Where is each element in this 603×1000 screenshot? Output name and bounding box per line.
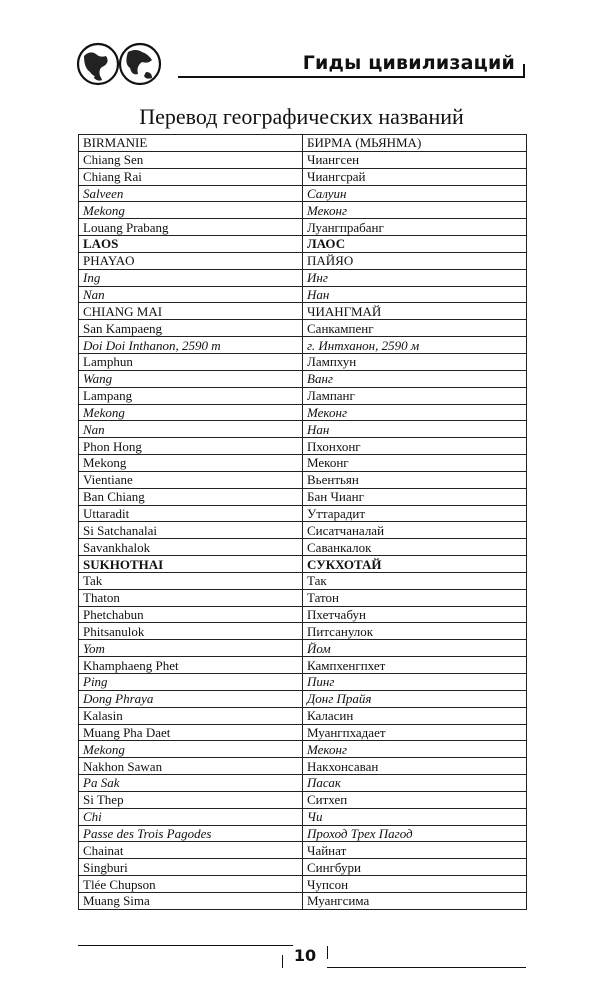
table-row	[79, 370, 527, 387]
table-row	[79, 404, 527, 421]
french-name-cell: Wang	[79, 370, 303, 387]
table-row	[79, 471, 527, 488]
french-name-cell: Nakhon Sawan	[79, 758, 303, 775]
french-name-cell: Lamphun	[79, 353, 303, 370]
french-name-cell: Pa Sak	[79, 775, 303, 792]
table-row	[79, 337, 527, 354]
russian-name-cell: г. Интханон, 2590 м	[303, 337, 527, 354]
russian-name-cell: Нан	[303, 286, 527, 303]
french-name-cell: LAOS	[79, 236, 303, 253]
table-row	[79, 455, 527, 472]
table-row	[79, 876, 527, 893]
french-name-cell: Passe des Trois Pagodes	[79, 825, 303, 842]
russian-name-cell: Санкампенг	[303, 320, 527, 337]
french-name-cell: Kalasin	[79, 707, 303, 724]
russian-name-cell: ЧИАНГМАЙ	[303, 303, 527, 320]
french-name-cell: Khamphaeng Phet	[79, 657, 303, 674]
table-row	[79, 758, 527, 775]
page-number: 10	[293, 946, 317, 965]
russian-name-cell: Уттарадит	[303, 505, 527, 522]
russian-name-cell: Пхонхонг	[303, 438, 527, 455]
french-name-cell: Nan	[79, 421, 303, 438]
french-name-cell: Uttaradit	[79, 505, 303, 522]
table-row	[79, 623, 527, 640]
french-name-cell: Vientiane	[79, 471, 303, 488]
table-row	[79, 286, 527, 303]
russian-name-cell: Донг Прайя	[303, 690, 527, 707]
french-name-cell: Lampang	[79, 387, 303, 404]
russian-name-cell: Лампанг	[303, 387, 527, 404]
table-row	[79, 657, 527, 674]
russian-name-cell: Меконг	[303, 202, 527, 219]
series-title: Гиды цивилизаций	[302, 52, 515, 74]
footer-rule-right	[327, 967, 526, 968]
russian-name-cell: Вьентьян	[303, 471, 527, 488]
russian-name-cell: Чиангсен	[303, 151, 527, 168]
table-row	[79, 168, 527, 185]
header-rule	[178, 76, 525, 78]
table-row	[79, 825, 527, 842]
russian-name-cell: Чайнат	[303, 842, 527, 859]
header-rule-tick	[523, 64, 525, 78]
french-name-cell: Dong Phraya	[79, 690, 303, 707]
russian-name-cell: СУКХОТАЙ	[303, 556, 527, 573]
russian-name-cell: Муангпхадает	[303, 724, 527, 741]
russian-name-cell: ПАЙЯО	[303, 252, 527, 269]
table-row	[79, 387, 527, 404]
russian-name-cell: Салуин	[303, 185, 527, 202]
table-row	[79, 269, 527, 286]
russian-name-cell: Муангсима	[303, 892, 527, 909]
place-names-table-body	[79, 135, 527, 910]
table-row	[79, 589, 527, 606]
table-row	[79, 640, 527, 657]
french-name-cell: Singburi	[79, 859, 303, 876]
russian-name-cell: Накхонсаван	[303, 758, 527, 775]
french-name-cell: Chiang Sen	[79, 151, 303, 168]
french-name-cell: Phon Hong	[79, 438, 303, 455]
table-row	[79, 892, 527, 909]
russian-name-cell: Каласин	[303, 707, 527, 724]
table-row	[79, 219, 527, 236]
table-row	[79, 488, 527, 505]
russian-name-cell: Питсанулок	[303, 623, 527, 640]
russian-name-cell: Луангпрабанг	[303, 219, 527, 236]
table-row	[79, 556, 527, 573]
russian-name-cell: ЛАОС	[303, 236, 527, 253]
footer-tick-right	[327, 946, 328, 959]
french-name-cell: Nan	[79, 286, 303, 303]
french-name-cell: Mekong	[79, 404, 303, 421]
table-row	[79, 859, 527, 876]
french-name-cell: Tak	[79, 572, 303, 589]
page-title: Перевод географических названий	[139, 104, 464, 129]
french-name-cell: Chainat	[79, 842, 303, 859]
table-row	[79, 674, 527, 691]
russian-name-cell: Сисатчаналай	[303, 522, 527, 539]
french-name-cell: Ing	[79, 269, 303, 286]
russian-name-cell: Пинг	[303, 674, 527, 691]
russian-name-cell: Татон	[303, 589, 527, 606]
french-name-cell: Chi	[79, 808, 303, 825]
russian-name-cell: Бан Чианг	[303, 488, 527, 505]
russian-name-cell: БИРМА (МЬЯНМА)	[303, 135, 527, 152]
french-name-cell: Si Satchanalai	[79, 522, 303, 539]
french-name-cell: Thaton	[79, 589, 303, 606]
french-name-cell: Muang Sima	[79, 892, 303, 909]
table-row	[79, 791, 527, 808]
french-name-cell: SUKHOTHAI	[79, 556, 303, 573]
french-name-cell: Mekong	[79, 741, 303, 758]
table-row	[79, 320, 527, 337]
french-name-cell: San Kampaeng	[79, 320, 303, 337]
french-name-cell: Tlée Chupson	[79, 876, 303, 893]
russian-name-cell: Меконг	[303, 455, 527, 472]
french-name-cell: Mekong	[79, 455, 303, 472]
russian-name-cell: Йом	[303, 640, 527, 657]
russian-name-cell: Чиангсрай	[303, 168, 527, 185]
table-row	[79, 707, 527, 724]
russian-name-cell: Нан	[303, 421, 527, 438]
russian-name-cell: Ситхеп	[303, 791, 527, 808]
table-row	[79, 741, 527, 758]
french-name-cell: CHIANG MAI	[79, 303, 303, 320]
russian-name-cell: Лампхун	[303, 353, 527, 370]
russian-name-cell: Саванкалок	[303, 539, 527, 556]
table-row	[79, 606, 527, 623]
french-name-cell: Louang Prabang	[79, 219, 303, 236]
table-row	[79, 438, 527, 455]
french-name-cell: Mekong	[79, 202, 303, 219]
table-row	[79, 303, 527, 320]
french-name-cell: Yom	[79, 640, 303, 657]
russian-name-cell: Инг	[303, 269, 527, 286]
table-row	[79, 252, 527, 269]
french-name-cell: Muang Pha Daet	[79, 724, 303, 741]
russian-name-cell: Меконг	[303, 741, 527, 758]
french-name-cell: Salveen	[79, 185, 303, 202]
table-row	[79, 202, 527, 219]
table-row	[79, 135, 527, 152]
russian-name-cell: Ванг	[303, 370, 527, 387]
table-row	[79, 522, 527, 539]
table-row	[79, 421, 527, 438]
russian-name-cell: Пхетчабун	[303, 606, 527, 623]
french-name-cell: Ban Chiang	[79, 488, 303, 505]
table-row	[79, 539, 527, 556]
footer-rule-left	[78, 945, 293, 946]
french-name-cell: Doi Doi Inthanon, 2590 m	[79, 337, 303, 354]
table-row	[79, 572, 527, 589]
russian-name-cell: Кампхенгпхет	[303, 657, 527, 674]
russian-name-cell: Чи	[303, 808, 527, 825]
table-row	[79, 505, 527, 522]
table-row	[79, 236, 527, 253]
russian-name-cell: Так	[303, 572, 527, 589]
russian-name-cell: Проход Трех Пагод	[303, 825, 527, 842]
french-name-cell: Chiang Rai	[79, 168, 303, 185]
russian-name-cell: Пасак	[303, 775, 527, 792]
french-name-cell: Phetchabun	[79, 606, 303, 623]
french-name-cell: Ping	[79, 674, 303, 691]
french-name-cell: PHAYAO	[79, 252, 303, 269]
globe-hemispheres-icon	[76, 42, 162, 86]
table-row	[79, 842, 527, 859]
table-row	[79, 353, 527, 370]
french-name-cell: Si Thep	[79, 791, 303, 808]
french-name-cell: BIRMANIE	[79, 135, 303, 152]
footer-tick-left	[282, 955, 283, 968]
russian-name-cell: Чупсон	[303, 876, 527, 893]
table-row	[79, 775, 527, 792]
french-name-cell: Savankhalok	[79, 539, 303, 556]
russian-name-cell: Меконг	[303, 404, 527, 421]
place-names-table	[78, 134, 527, 910]
table-row	[79, 151, 527, 168]
russian-name-cell: Сингбури	[303, 859, 527, 876]
table-row	[79, 808, 527, 825]
table-row	[79, 724, 527, 741]
table-row	[79, 185, 527, 202]
table-row	[79, 690, 527, 707]
french-name-cell: Phitsanulok	[79, 623, 303, 640]
